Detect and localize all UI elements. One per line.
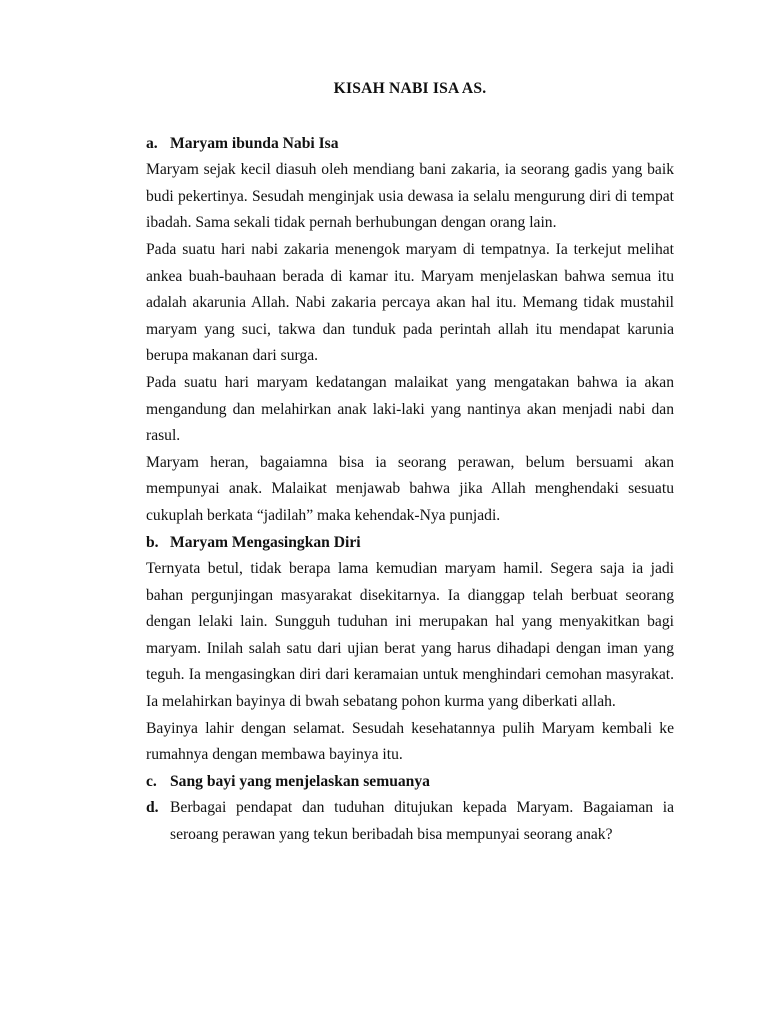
section-a-title: Maryam ibunda Nabi Isa xyxy=(170,134,339,152)
section-a-marker: a. xyxy=(146,134,158,152)
section-a-paragraph-2: Pada suatu hari nabi zakaria menengok maryam di tempatnya. Ia terkejut melihat ankea buah-bauhaan berada di kamar itu. Maryam menjelaskan bahwa semua itu adalah akarunia Allah. Nabi zakaria percaya akan hal itu. Memang tidak mustahil maryam yang suci, takwa dan tunduk pada perintah allah itu mendapat karunia berupa makanan dari surga. xyxy=(146,240,674,365)
section-a-paragraph-3: Pada suatu hari maryam kedatangan malaikat yang mengatakan bahwa ia akan mengandung dan melahirkan anak laki-laki yang nantinya akan menjadi nabi dan rasul. xyxy=(146,373,674,445)
section-b-paragraph-2: Bayinya lahir dengan selamat. Sesudah kesehatannya pulih Maryam kembali ke rumahnya dengan membawa bayinya itu. xyxy=(146,719,674,764)
section-b-marker: b. xyxy=(146,533,159,551)
section-a-paragraph-4: Maryam heran, bagaiamna bisa ia seorang perawan, belum bersuami akan mempunyai anak. Malaikat menjawab bahwa jika Allah menghendaki sesuatu cukuplah berkata “jadilah” maka kehendak-Nya punjadi. xyxy=(146,453,674,524)
section-c-heading xyxy=(146,769,674,796)
section-b-title: Maryam Mengasingkan Diri xyxy=(170,533,361,551)
section-d-marker: d. xyxy=(146,799,159,817)
section-b-heading xyxy=(146,530,674,557)
section-b-paragraph-1: Ternyata betul, tidak berapa lama kemudian maryam hamil. Segera saja ia jadi bahan pergunjingan masyarakat disekitarnya. Ia dianggap telah berbuat seorang dengan lelaki lain. Sungguh tuduhan ini merupakan hal yang menyakitkan bagi maryam. Inilah salah satu dari ujian berat yang harus dihadapi dengan iman yang teguh. Ia mengasingkan diri dari keramaian untuk menghindari cemohan masyrakat. Ia melahirkan bayinya di bwah sebatang pohon kurma yang diberkati allah. xyxy=(146,560,674,711)
section-d-text: Berbagai pendapat dan tuduhan ditujukan kepada Maryam. Bagaiaman ia seroang perawan yang tekun beribadah bisa mempunyai seorang anak? xyxy=(170,799,674,844)
section-c-title: Sang bayi yang menjelaskan semuanya xyxy=(170,772,430,790)
section-a-paragraph-1: Maryam sejak kecil diasuh oleh mendiang bani zakaria, ia seorang gadis yang baik budi pekertinya. Sesudah menginjak usia dewasa ia selalu mengurung diri di tempat ibadah. Sama sekali tidak pernah berhubungan dengan orang lain. xyxy=(146,161,674,232)
document-page xyxy=(146,76,674,849)
section-a-heading xyxy=(146,131,674,158)
section-c-marker: c. xyxy=(146,772,157,790)
section-d-item xyxy=(146,795,674,848)
document-title: KISAH NABI ISA AS. xyxy=(333,80,487,97)
